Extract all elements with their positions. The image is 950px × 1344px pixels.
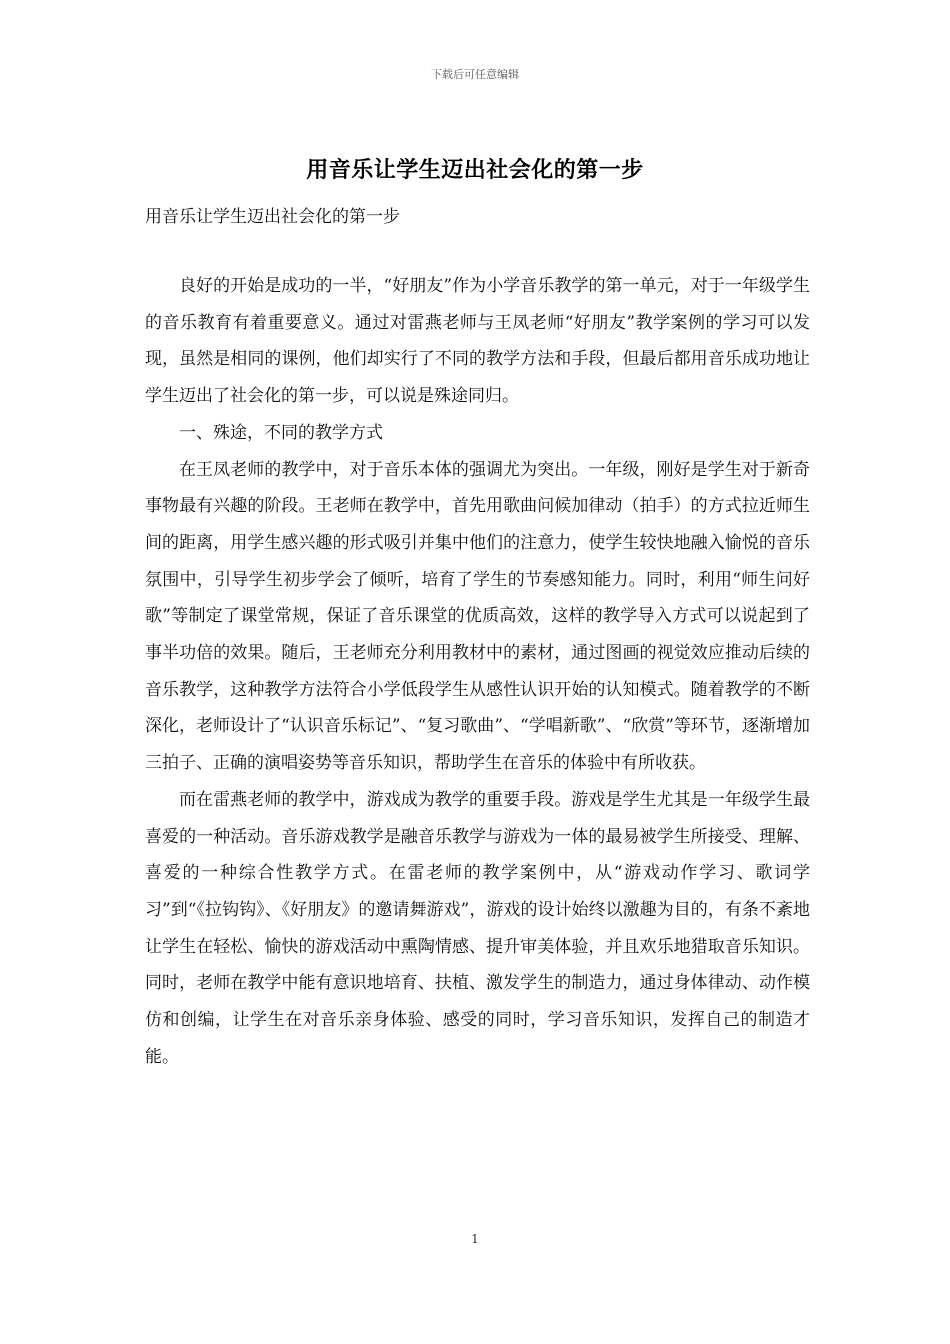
document-body bbox=[145, 268, 810, 1075]
document-subtitle: 用音乐让学生迈出社会化的第一步 bbox=[145, 207, 400, 227]
page-number: 1 bbox=[471, 1232, 479, 1246]
paragraph-intro: 良好的开始是成功的一半，“好朋友”作为小学音乐教学的第一单元，对于一年级学生的音乐教育有着重要意义。通过对雷燕老师与王凤老师“好朋友”教学案例的学习可以发现，虽然是相同的课例，他们却实行了不同的教学方法和手段，但最后都用音乐成功地让学生迈出了社会化的第一步，可以说是殊途同归。 bbox=[145, 276, 810, 407]
paragraph-wang: 在王凤老师的教学中，对于音乐本体的强调尤为突出。一年级，刚好是学生对于新奇事物最有兴趣的阶段。王老师在教学中，首先用歌曲问候加律动（拍手）的方式拉近师生间的距离，用学生感兴趣的形式吸引并集中他们的注意力，使学生较快地融入愉悦的音乐氛围中，引导学生初步学会了倾听，培育了学生的节奏感知能力。同时，利用“师生问好歌”等制定了课堂常规，保证了音乐课堂的优质高效，这样的教学导入方式可以说起到了事半功倍的效果。随后，王老师充分利用教材中的素材，通过图画的视觉效应推动后续的音乐教学，这种教学方法符合小学低段学生从感性认识开始的认知模式。随着教学的不断深化，老师设计了“认识音乐标记”、“复习歌曲”、“学唱新歌”、“欣赏”等环节，逐渐增加三拍子、正确的演唱姿势等音乐知识，帮助学生在音乐的体验中有所收获。 bbox=[145, 459, 810, 774]
paragraph-lei: 而在雷燕老师的教学中，游戏成为教学的重要手段。游戏是学生尤其是一年级学生最喜爱的一种活动。音乐游戏教学是融音乐教学与游戏为一体的最易被学生所接受、理解、喜爱的一种综合性教学方式。在雷老师的教学案例中，从“游戏动作学习、歌词学习”到“《拉钩钩》、《好朋友》的邀请舞游戏”，游戏的设计始终以激趣为目的，有条不紊地让学生在轻松、愉快的游戏活动中熏陶情感、提升审美体验，并且欢乐地猎取音乐知识。同时，老师在教学中能有意识地培育、扶植、激发学生的制造力，通过身体律动、动作模仿和创编，让学生在对音乐亲身体验、感受的同时，学习音乐知识，发挥自己的制造才能。 bbox=[145, 789, 810, 1067]
section-heading: 一、殊途，不同的教学方式 bbox=[179, 422, 383, 443]
header-note: 下载后可任意编辑 bbox=[431, 68, 519, 81]
document-title: 用音乐让学生迈出社会化的第一步 bbox=[306, 157, 644, 183]
